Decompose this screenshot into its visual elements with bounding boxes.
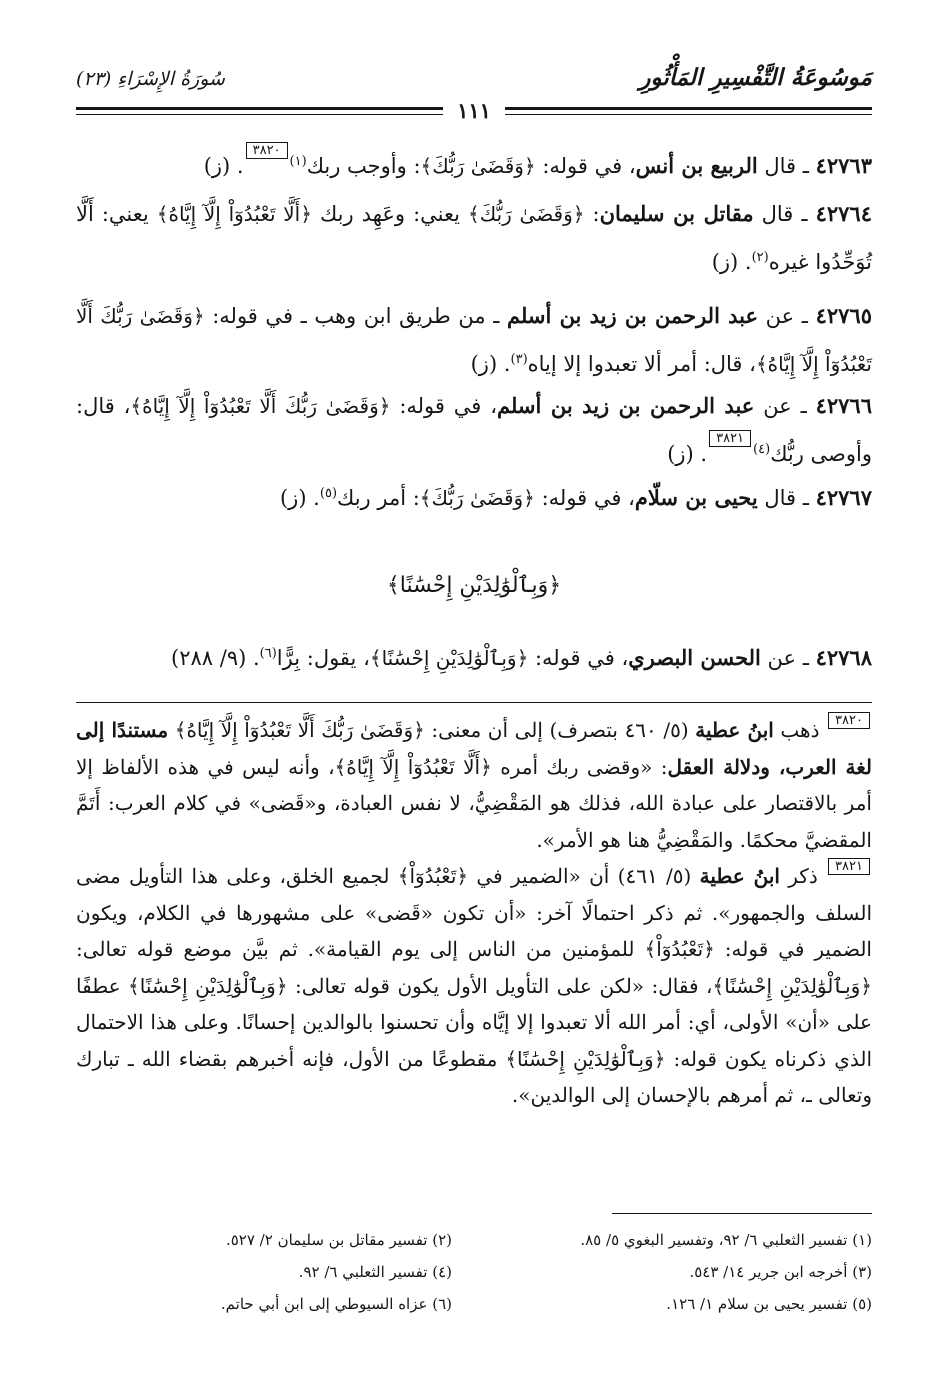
footnote: (٦) عزاه السيوطي إلى ابن أبي حاتم. [220, 1295, 452, 1313]
entry-number: ٤٢٧٦٥ [815, 303, 872, 328]
entry-number: ٤٢٧٦٧ [815, 485, 872, 510]
narrator-name: يحيى بن سلّام [634, 485, 758, 510]
quran-verse: ﴿وَبِٱلْوَٰلِدَيْنِ إِحْسَٰنًا﴾ [369, 646, 529, 670]
narration-entry: ٤٢٧٦٣ ـ قال الربيع بن أنس، في قوله: ﴿وَقَضَىٰ رَبُّكَ﴾: وأوجب ربك$^{(١)}$٣٨٢٠. (ز) [203, 143, 872, 178]
footnote: (٣) أخرجه ابن جرير ١٤/ ٥٤٣. [689, 1263, 872, 1281]
footnote-rule [612, 1213, 872, 1214]
entry-number: ٤٢٧٦٤ [815, 201, 872, 226]
narrator-name: عبد الرحمن بن زيد بن أسلم [497, 393, 755, 418]
quran-verse: ﴿أَلَّا تَعْبُدُوٓاْ إِلَّآ إِيَّاهُ﴾ [156, 202, 312, 226]
narration-entry: ٤٢٧٦٧ ـ قال يحيى بن سلّام، في قوله: ﴿وَقَضَىٰ رَبُّكَ﴾: أمر ربك$^{(٥)}$. (ز) [279, 485, 872, 510]
commentary-note: ٣٨٢٠ ذهب ابنُ عطية (٥/ ٤٦٠ بتصرف) إلى أن معنى: ﴿وَقَضَىٰ رَبُّكَ أَلَّا تَعْبُدُوٓاْ إِلَّآ إِيَّاهُ﴾ مستندًا إلى لغة العرب، ودلالة العقل: «وقضى ربك أمره ﴿أَلَّا تَعْبُدُوٓاْ إِلَّآ إِيَّاهُ﴾، وأنه ليس في هذه الألفاظ إلا أمر بالاقتصار على عبادة الله، فذلك هو المَقْضِيُّ، لا نفس العبادة، و«قَضى» في كلام العرب: أَتَمَّ المقضيَّ محكمًا. والمَقْضِيُّ هنا هو الأمر». [76, 713, 873, 852]
scholar-name: ابنُ عطية [695, 718, 774, 742]
quran-verse: ﴿تَعْبُدُوٓاْ﴾ [644, 937, 715, 961]
narration-entry: ٤٢٧٦٨ ـ عن الحسن البصري، في قوله: ﴿وَبِٱلْوَٰلِدَيْنِ إِحْسَٰنًا﴾، يقول: بِرًّا$^{(٦)}$. (٩/ ٢٨٨) [171, 645, 872, 670]
commentary-block [76, 712, 872, 1114]
quran-verse: ﴿وَقَضَىٰ رَبُّكَ أَلَّا تَعْبُدُوٓاْ إِلَّآ إِيَّاهُ﴾ [130, 394, 391, 418]
book-title: مَوسُوعَةُ التَّفْسِيرِ المَأْثُورِ [639, 64, 872, 91]
quran-verse: ﴿تَعْبُدُوٓاْ﴾ [397, 864, 469, 888]
quran-verse: ﴿وَقَضَىٰ رَبُّكَ أَلَّا تَعْبُدُوٓاْ إِلَّآ إِيَّاهُ﴾ [174, 718, 425, 742]
footnote-marker[interactable]: (٢) [751, 250, 769, 265]
surah-title: سُورَةُ الإِسْرَاءِ (٢٣) [76, 68, 225, 90]
quran-verse: ﴿وَقَضَىٰ رَبُّكَ﴾ [420, 154, 536, 178]
footnote: (١) تفسير الثعلبي ٦/ ٩٢، وتفسير البغوي ٥/ ٨٥. [580, 1231, 872, 1249]
commentary-reference[interactable]: ٣٨٢١ [709, 430, 751, 447]
quran-verse: ﴿وَبِٱلْوَٰلِدَيْنِ إِحْسَٰنًا﴾ [128, 973, 288, 998]
quran-verse: ﴿وَقَضَىٰ رَبُّكَ﴾ [468, 202, 585, 226]
commentary-separator [76, 702, 872, 703]
entry-number: ٤٢٧٦٨ [815, 645, 872, 670]
narration-entry: ٤٢٧٦٤ ـ قال مقاتل بن سليمان: ﴿وَقَضَىٰ رَبُّكَ﴾ يعني: وعَهِد ربك ﴿أَلَّا تَعْبُدُوٓاْ إِلَّآ إِيَّاهُ﴾ يعني: أَلَّا تُوَحِّدُوا غيره$^{(٢)}$. (ز) [76, 201, 872, 274]
scholar-name: ابنُ عطية [699, 864, 780, 888]
page-number: ١١١ [443, 96, 505, 126]
narrator-name: الربيع بن أنس [635, 153, 758, 178]
commentary-reference: ٣٨٢١ [828, 858, 870, 875]
quran-verse: ﴿أَلَّا تَعْبُدُوٓاْ إِلَّآ إِيَّاهُ﴾ [334, 754, 492, 779]
entry-number: ٤٢٧٦٣ [815, 153, 872, 178]
entry-number: ٤٢٧٦٦ [815, 393, 872, 418]
narrator-name: عبد الرحمن بن زيد بن أسلم [506, 303, 759, 328]
footnote-marker[interactable]: (٣) [510, 352, 528, 367]
book-page [76, 0, 872, 1380]
quran-verse: ﴿وَبِٱلْوَٰلِدَيْنِ إِحْسَٰنًا﴾ [712, 973, 873, 998]
section-heading: ﴿وَبِٱلْوَٰلِدَيْنِ إِحْسَٰنًا﴾ [386, 573, 562, 598]
footnote: (٤) تفسير الثعلبي ٦/ ٩٢. [298, 1263, 452, 1281]
commentary-reference: ٣٨٢٠ [828, 712, 870, 729]
commentary-note: ٣٨٢١ ذكر ابنُ عطية (٥/ ٤٦١) أن «الضمير في ﴿تَعْبُدُوٓاْ﴾ لجميع الخلق، وعلى هذا التأويل مضى السلف والجمهور». ثم ذكر احتمالًا آخر: «أن تكون «قَضى» على مشهورها في الكلام، ويكون الضمير في قوله: ﴿تَعْبُدُوٓاْ﴾ للمؤمنين من الناس إلى يوم القيامة». ثم بيَّن موضع قوله تعالى: ﴿وَبِٱلْوَٰلِدَيْنِ إِحْسَٰنًا﴾، فقال: «لكن على التأويل الأول يكون قوله تعالى: ﴿وَبِٱلْوَٰلِدَيْنِ إِحْسَٰنًا﴾ عطفًا على «أن» الأولى، أي: أمر الله ألا تعبدوا إلا إيَّاه وأن تحسنوا بالوالدين إحسانًا. وعلى هذا الاحتمال الذي ذكرناه يكون قوله: ﴿وَبِٱلْوَٰلِدَيْنِ إِحْسَٰنًا﴾ مقطوعًا من الأول، فإنه أخبرهم بقضاء الله ـ تبارك وتعالى ـ، ثم أمرهم بالإحسان إلى الوالدين». [76, 859, 873, 1107]
quran-verse: ﴿وَقَضَىٰ رَبُّكَ﴾ [419, 486, 535, 510]
narration-entry: ٤٢٧٦٦ ـ عن عبد الرحمن بن زيد بن أسلم، في قوله: ﴿وَقَضَىٰ رَبُّكَ أَلَّا تَعْبُدُوٓاْ إِلَّآ إِيَّاهُ﴾، قال: وأوصى ربُّك$^{(٤)}$٣٨٢١. (ز) [76, 393, 872, 466]
narration-entry: ٤٢٧٦٥ ـ عن عبد الرحمن بن زيد بن أسلم ـ من طريق ابن وهب ـ في قوله: ﴿وَقَضَىٰ رَبُّكَ أَلَّا تَعْبُدُوٓاْ إِلَّآ إِيَّاهُ﴾، قال: أمر ألا تعبدوا إلا إياه$^{(٣)}$. (ز) [76, 303, 872, 376]
footnote: (٥) تفسير يحيى بن سلام ١/ ١٢٦. [666, 1295, 872, 1313]
quran-verse: ﴿وَبِٱلْوَٰلِدَيْنِ إِحْسَٰنًا﴾ [505, 1046, 666, 1071]
footnote-marker[interactable]: (٦) [259, 646, 277, 661]
footnote-marker[interactable]: (١) [289, 154, 307, 169]
page-header [76, 64, 872, 98]
commentary-reference[interactable]: ٣٨٢٠ [246, 142, 288, 159]
footnote: (٢) تفسير مقاتل بن سليمان ٢/ ٥٢٧. [225, 1231, 452, 1249]
quran-verse: ﴿وَقَضَىٰ رَبُّكَ أَلَّا تَعْبُدُوٓاْ إِلَّآ إِيَّاهُ﴾ [76, 304, 872, 376]
narrator-name: مقاتل بن سليمان [599, 201, 754, 226]
footnote-marker[interactable]: (٥) [319, 486, 338, 501]
narrator-name: الحسن البصري [628, 645, 761, 670]
footnote-marker[interactable]: (٤) [753, 442, 771, 457]
